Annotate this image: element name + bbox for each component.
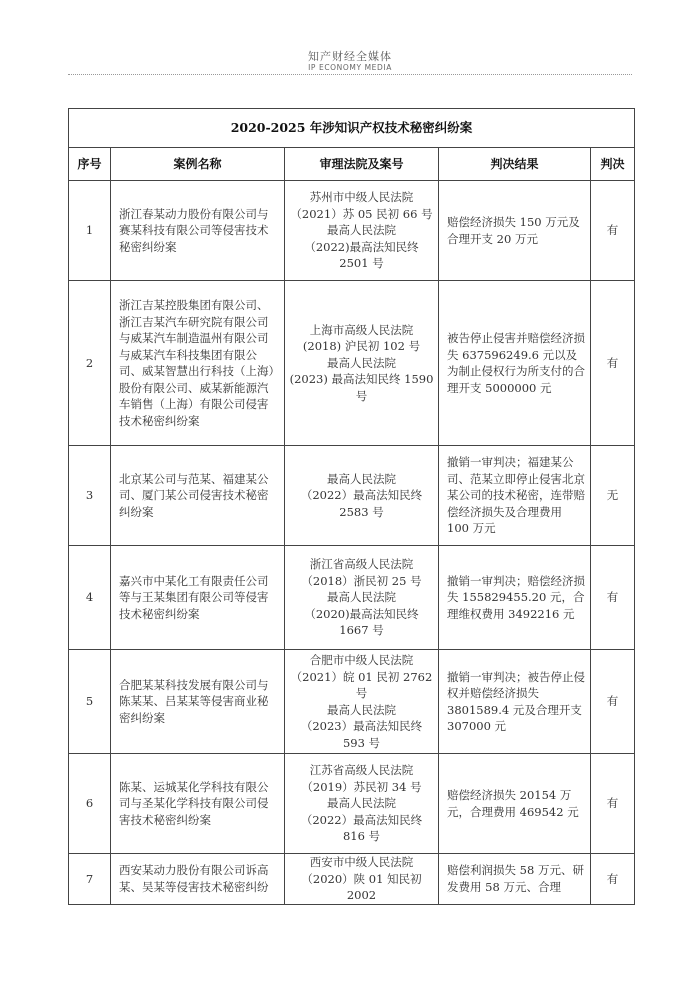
- court-line: (2018) 沪民初 102 号: [302, 339, 421, 354]
- court-line: （2021）皖 01 民初 2762 号: [290, 669, 433, 700]
- court-line: （2018）浙民初 25 号: [301, 573, 422, 588]
- column-header-result: 判决结果: [439, 148, 591, 181]
- logo-english-text: IP ECONOMY MEDIA: [308, 63, 392, 72]
- court-line: 最高人民法院: [327, 796, 396, 811]
- row-index: 7: [69, 854, 111, 905]
- row-index: 5: [69, 650, 111, 754]
- court-line: （2022)最高法知民终 2501 号: [304, 239, 419, 271]
- row-court-and-case-number: [285, 546, 439, 650]
- court-line: 最高人民法院: [327, 471, 396, 486]
- row-court-and-case-number: [285, 181, 439, 281]
- media-logo: [0, 50, 700, 72]
- row-judgment-flag: 无: [591, 446, 635, 546]
- row-case-name: 浙江春某动力股份有限公司与赛某科技有限公司等侵害技术秘密纠纷案: [111, 181, 285, 281]
- row-index: 6: [69, 754, 111, 854]
- court-line: 合肥市中级人民法院: [309, 653, 414, 667]
- row-case-name: 陈某、运城某化学科技有限公司与圣某化学科技有限公司侵害技术秘密纠纷案: [111, 754, 285, 854]
- row-case-name: 浙江吉某控股集团有限公司、浙江吉某汽车研究院有限公司与威某汽车制造温州有限公司与威某汽车科技集团有限公司、威某智慧出行科技（上海）股份有限公司、威某新能源汽车销售（上海）有限公司侵害技术秘密纠纷案: [111, 281, 285, 446]
- row-case-name: 嘉兴市中某化工有限责任公司等与王某集团有限公司等侵害技术秘密纠纷案: [111, 546, 285, 650]
- court-line: （2023）最高法知民终 593 号: [300, 719, 423, 750]
- row-court-and-case-number: [285, 650, 439, 754]
- court-line: （2020)最高法知民终 1667 号: [304, 606, 419, 638]
- court-line: （2021）苏 05 民初 66 号: [290, 206, 433, 221]
- table-row: [69, 281, 635, 446]
- row-judgment-result: 赔偿利润损失 58 万元、研发费用 58 万元、合理: [439, 854, 591, 905]
- row-judgment-flag: 有: [591, 754, 635, 854]
- table-row: [69, 754, 635, 854]
- row-judgment-flag: 有: [591, 650, 635, 754]
- row-case-name: 合肥某某科技发展有限公司与陈某某、吕某某等侵害商业秘密纠纷案: [111, 650, 285, 754]
- logo-chinese-text: 知产财经全媒体: [308, 50, 392, 63]
- row-judgment-result: 赔偿经济损失 150 万元及合理开支 20 万元: [439, 181, 591, 281]
- column-header-flag: 判决: [591, 148, 635, 181]
- row-judgment-flag: 有: [591, 546, 635, 650]
- case-rows: [69, 181, 635, 905]
- row-judgment-result: 被告停止侵害并赔偿经济损失 637596249.6 元以及为制止侵权行为所支付的合理开支 5000000 元: [439, 281, 591, 446]
- court-line: (2023) 最高法知民终 1590 号: [289, 372, 434, 403]
- court-line: 最高人民法院: [327, 590, 396, 605]
- column-header-court: 审理法院及案号: [285, 148, 439, 181]
- court-line: （2020）陕 01 知民初 2002: [301, 871, 422, 902]
- court-line: （2022）最高法知民终 816 号: [300, 812, 423, 844]
- row-judgment-result: 赔偿经济损失 20154 万元，合理费用 469542 元: [439, 754, 591, 854]
- court-line: 上海市高级人民法院: [309, 322, 414, 337]
- court-line: 江苏省高级人民法院: [309, 763, 414, 778]
- court-line: （2019）苏民初 34 号: [301, 779, 422, 794]
- row-index: 1: [69, 181, 111, 281]
- court-line: 最高人民法院: [327, 355, 396, 370]
- row-judgment-result: 撤销一审判决；被告停止侵权并赔偿经济损失 3801589.4 元及合理开支 307000 元: [439, 650, 591, 754]
- row-case-name: 西安某动力股份有限公司诉高某、吴某等侵害技术秘密纠纷: [111, 854, 285, 905]
- table-row: [69, 546, 635, 650]
- row-court-and-case-number: [285, 446, 439, 546]
- court-line: 西安市中级人民法院: [309, 855, 414, 869]
- court-line: 苏州市中级人民法院: [309, 190, 414, 205]
- column-header-case-name: 案例名称: [111, 148, 285, 181]
- court-line: 浙江省高级人民法院: [309, 557, 414, 572]
- row-court-and-case-number: [285, 854, 439, 905]
- court-line: （2022）最高法知民终 2583 号: [300, 488, 423, 519]
- row-court-and-case-number: [285, 754, 439, 854]
- cases-table: [68, 108, 635, 905]
- court-line: 最高人民法院: [327, 702, 396, 717]
- row-case-name: 北京某公司与范某、福建某公司、厦门某公司侵害技术秘密纠纷案: [111, 446, 285, 546]
- table-title: 2020-2025 年涉知识产权技术秘密纠纷案: [69, 109, 635, 148]
- row-judgment-flag: 有: [591, 281, 635, 446]
- row-index: 3: [69, 446, 111, 546]
- row-judgment-flag: 有: [591, 181, 635, 281]
- table-row: [69, 181, 635, 281]
- table-header-row: [69, 148, 635, 181]
- row-index: 2: [69, 281, 111, 446]
- row-judgment-flag: 有: [591, 854, 635, 905]
- table-row: [69, 650, 635, 754]
- table-row: [69, 446, 635, 546]
- column-header-index: 序号: [69, 148, 111, 181]
- court-line: 最高人民法院: [327, 223, 396, 238]
- row-court-and-case-number: [285, 281, 439, 446]
- table-row: [69, 854, 635, 905]
- row-judgment-result: 撤销一审判决；赔偿经济损失 155829455.20 元，合理维权费用 3492216 元: [439, 546, 591, 650]
- header-divider: [68, 74, 632, 75]
- row-index: 4: [69, 546, 111, 650]
- row-judgment-result: 撤销一审判决；福建某公司、范某立即停止侵害北京某公司的技术秘密，连带赔偿经济损失及合理费用 100 万元: [439, 446, 591, 546]
